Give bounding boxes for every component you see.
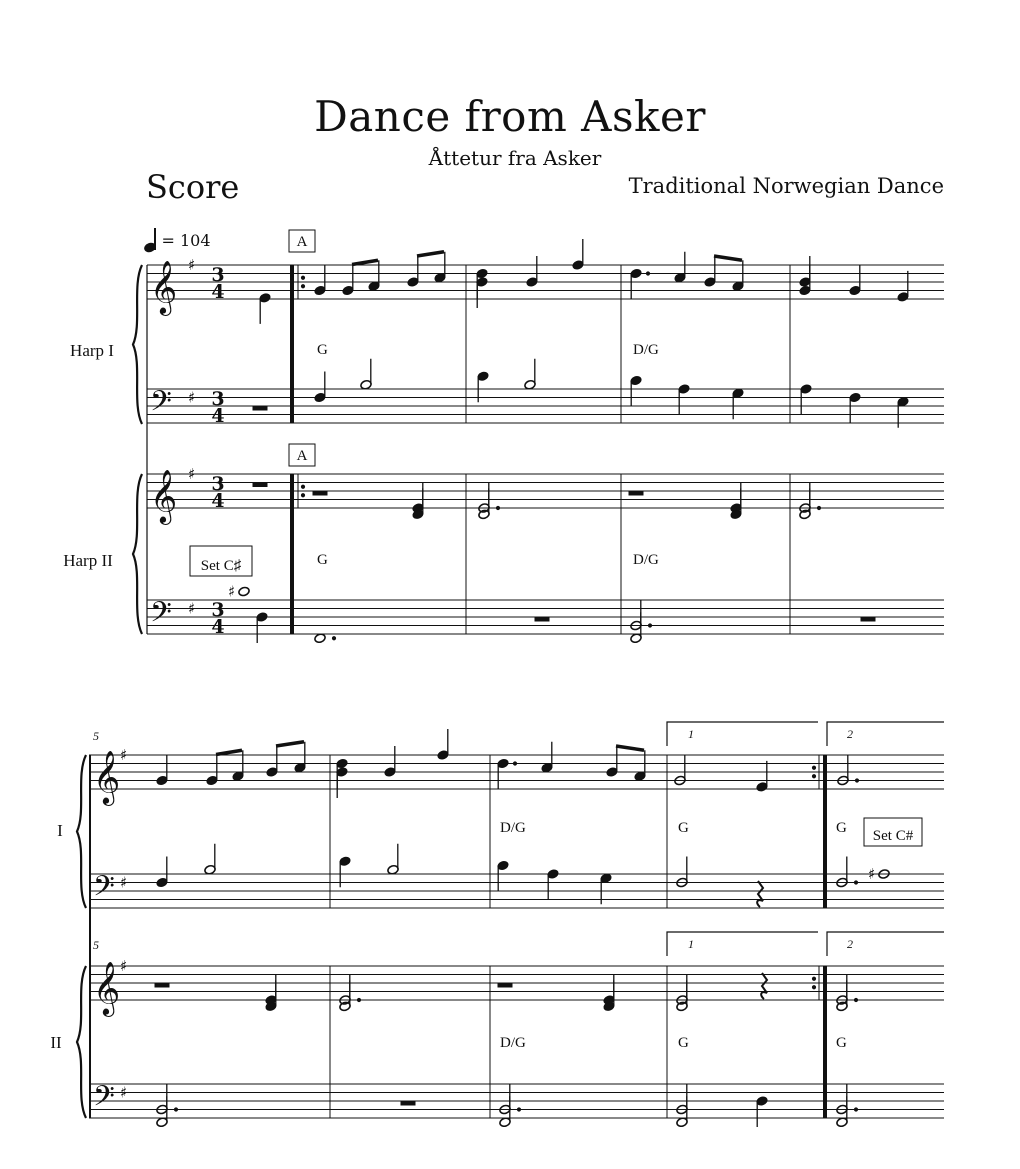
augmentation-dot	[648, 624, 651, 627]
augmentation-dot	[855, 779, 858, 782]
instrument-label-harp1: Harp I	[70, 341, 114, 360]
chord-symbol: G	[678, 1035, 689, 1051]
beam	[352, 260, 378, 264]
sharp-icon: ♯	[120, 1083, 128, 1102]
sharp-icon: ♯	[188, 599, 196, 618]
bass-clef-icon: 𝄢	[93, 870, 115, 911]
time-sig-bottom: 4	[211, 490, 225, 512]
treble-clef-icon: 𝄞	[150, 259, 178, 314]
sharp-icon: ♯	[188, 388, 196, 407]
rest	[401, 1101, 415, 1105]
augmentation-dot	[854, 998, 857, 1001]
augmentation-dot	[517, 1108, 520, 1111]
chord-symbol: G	[836, 1035, 847, 1051]
quarter-rest	[761, 973, 767, 999]
chord-symbol: G	[836, 820, 847, 836]
instrument-label-harp1-short: I	[57, 821, 63, 840]
augmentation-dot	[357, 998, 360, 1001]
rest	[313, 491, 327, 495]
rest	[155, 983, 169, 987]
bass-clef-icon: 𝄢	[150, 596, 172, 637]
sharp-icon: ♯	[120, 957, 128, 975]
rest	[629, 491, 643, 495]
chord-symbol: D/G	[500, 820, 526, 836]
chord-symbol: G	[317, 552, 328, 568]
score-subtitle: Åttetur fra Asker	[428, 146, 602, 170]
augmentation-dot	[812, 986, 815, 989]
beam	[276, 742, 304, 746]
volta-2	[827, 932, 944, 956]
bass-clef-icon: 𝄢	[150, 385, 172, 426]
sharp-icon: ♯	[120, 873, 128, 892]
rest	[535, 617, 549, 621]
instrument-label-harp2: Harp II	[63, 551, 113, 570]
measure-number: 5	[93, 729, 99, 743]
treble-clef-icon: 𝄞	[93, 960, 121, 1015]
sharp-icon: ♯	[188, 256, 196, 274]
augmentation-dot	[301, 285, 304, 288]
ending-2-label: 2	[847, 937, 853, 951]
augmentation-dot	[854, 1108, 857, 1111]
rest	[253, 483, 267, 487]
brace	[77, 755, 86, 908]
augmentation-dot	[513, 762, 516, 765]
augmentation-dot	[812, 766, 815, 769]
augmentation-dot	[854, 881, 857, 884]
composer-credit: Traditional Norwegian Dance	[628, 174, 944, 198]
sharp-icon: ♯	[868, 865, 876, 883]
rest	[498, 983, 512, 987]
tempo-value: = 104	[161, 231, 211, 250]
brace	[77, 966, 86, 1118]
augmentation-dot	[817, 506, 820, 509]
set-c-sharp-label: Set C♯	[200, 558, 242, 574]
half-note	[238, 586, 250, 597]
chord-symbol: D/G	[633, 342, 659, 358]
ending-2-label: 2	[847, 727, 853, 741]
rest	[253, 406, 267, 410]
ending-1-label: 1	[688, 727, 694, 741]
score-title: Dance from Asker	[314, 92, 706, 141]
sharp-icon: ♯	[228, 582, 236, 601]
time-sig-bottom: 4	[211, 616, 225, 638]
measure-number: 5	[93, 938, 99, 952]
beam	[417, 252, 444, 256]
augmentation-dot	[812, 775, 815, 778]
instrument-label-harp2-short: II	[50, 1033, 62, 1052]
half-note	[314, 633, 326, 644]
augmentation-dot	[301, 485, 304, 488]
treble-clef-icon: 𝄞	[93, 749, 121, 804]
time-sig-top: 3	[211, 388, 225, 410]
chord-symbol: D/G	[633, 552, 659, 568]
augmentation-dot	[174, 1108, 177, 1111]
chord-symbol: G	[317, 342, 328, 358]
sharp-icon: ♯	[120, 746, 128, 764]
sharp-icon: ♯	[188, 465, 196, 483]
system-barline	[90, 755, 91, 1118]
volta-2	[827, 722, 944, 746]
score-label: Score	[146, 168, 240, 206]
brace	[133, 474, 142, 634]
brace	[133, 265, 142, 424]
beam	[714, 256, 742, 260]
augmentation-dot	[332, 637, 335, 640]
time-sig-top: 3	[211, 264, 225, 286]
time-sig-bottom: 4	[211, 405, 225, 427]
chord-symbol: D/G	[500, 1035, 526, 1051]
rehearsal-mark-a: A	[296, 448, 308, 464]
augmentation-dot	[496, 506, 499, 509]
augmentation-dot	[812, 977, 815, 980]
augmentation-dot	[301, 276, 304, 279]
time-sig-top: 3	[211, 599, 225, 621]
treble-clef-icon: 𝄞	[150, 468, 178, 523]
rest	[861, 617, 875, 621]
time-sig-bottom: 4	[211, 281, 225, 303]
time-sig-top: 3	[211, 473, 225, 495]
ending-1-label: 1	[688, 937, 694, 951]
augmentation-dot	[646, 272, 649, 275]
beam	[216, 750, 242, 754]
beam	[616, 746, 644, 750]
set-c-sharp-label-2: Set C#	[872, 828, 914, 844]
chord-symbol: G	[678, 820, 689, 836]
rehearsal-mark-a: A	[296, 234, 308, 250]
quarter-rest	[757, 881, 763, 907]
bass-clef-icon: 𝄢	[93, 1080, 115, 1121]
augmentation-dot	[301, 494, 304, 497]
